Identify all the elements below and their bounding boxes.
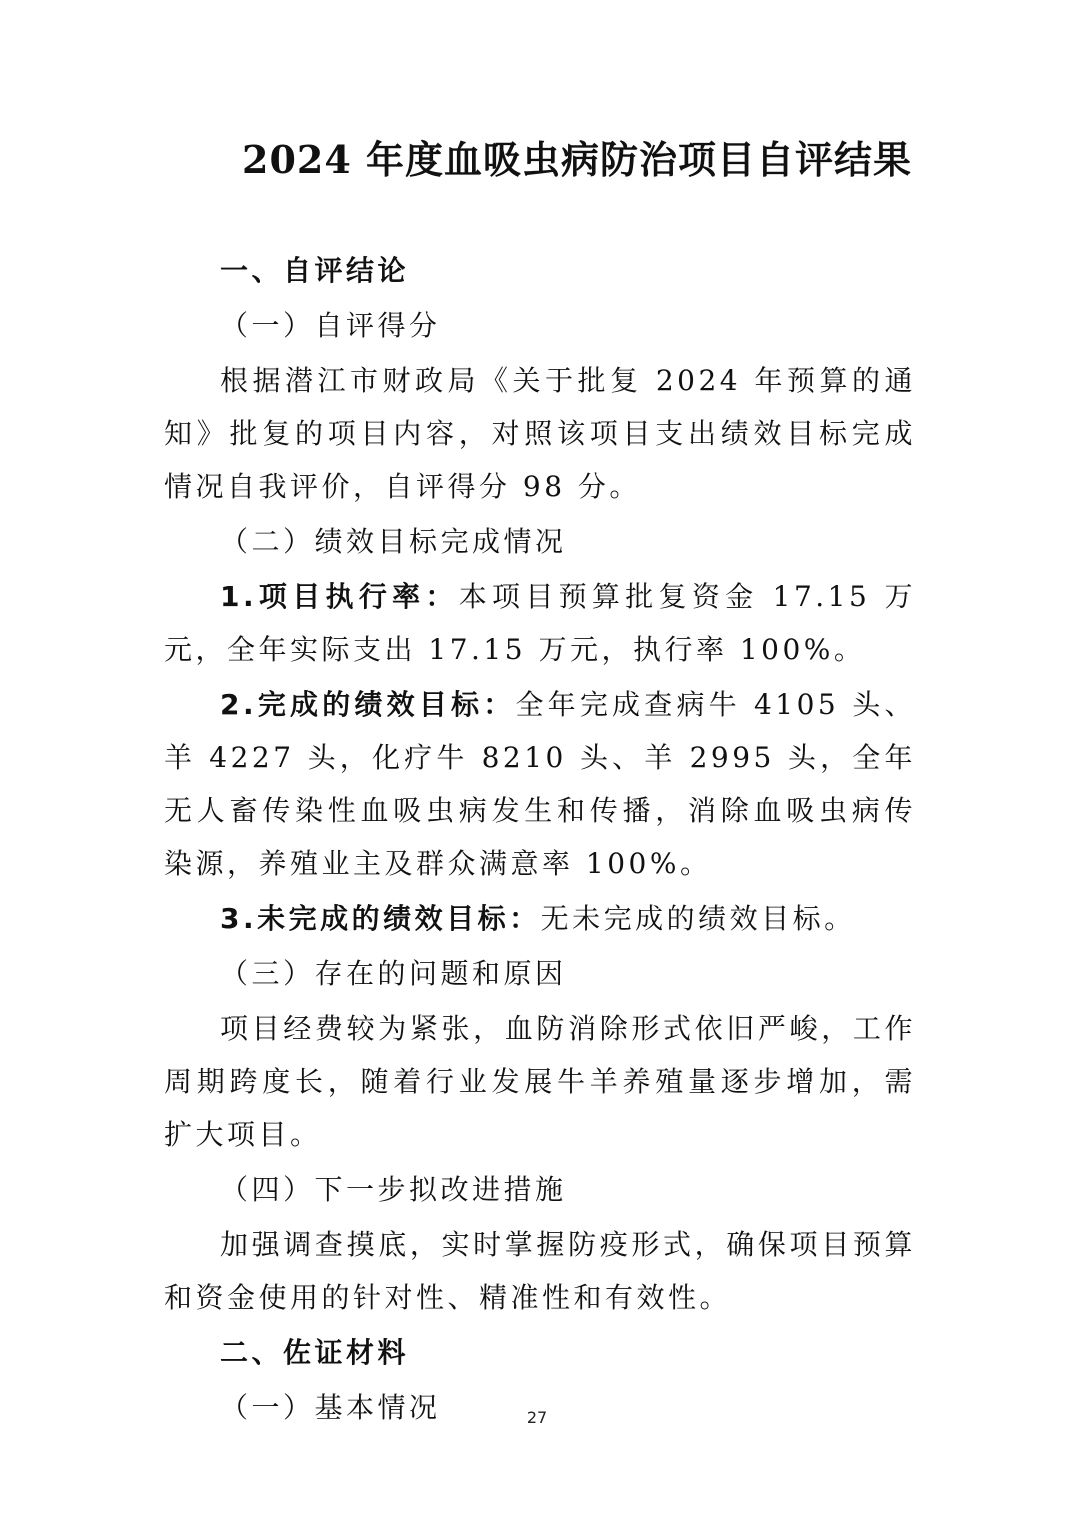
- item-label-uncompleted-goals: 3.未完成的绩效目标：: [220, 902, 541, 935]
- document-body: [164, 244, 916, 1436]
- item-text-execution-rate: 本项目预算批复资金 17.15 万元，全年实际支出 17.15 万元，执行率 100%。: [164, 580, 916, 666]
- paragraph-improvements: 加强调查摸底，实时掌握防疫形式，确保项目预算和资金使用的针对性、精准性和有效性。: [164, 1228, 916, 1314]
- document-title: 2024 年度血吸虫病防治项目自评结果: [242, 137, 912, 182]
- subsection-heading-score: （一）自评得分: [220, 309, 441, 342]
- paragraph-score: 根据潜江市财政局《关于批复 2024 年预算的通知》批复的项目内容，对照该项目支出绩效目标完成情况自我评价，自评得分 98 分。: [164, 364, 916, 503]
- subsection-heading-basic-info: （一）基本情况: [220, 1391, 441, 1424]
- section-heading-conclusion: 一、自评结论: [220, 254, 410, 287]
- paragraph-completed-goals: [164, 678, 916, 890]
- page-number: 27: [526, 1408, 548, 1427]
- subsection-heading-improvements: （四）下一步拟改进措施: [220, 1173, 567, 1206]
- paragraph-problems: 项目经费较为紧张，血防消除形式依旧严峻，工作周期跨度长，随着行业发展牛羊养殖量逐步增加，需扩大项目。: [164, 1012, 916, 1151]
- paragraph-uncompleted-goals: [164, 892, 916, 945]
- subsection-heading-goals: （二）绩效目标完成情况: [220, 525, 567, 558]
- paragraph-execution-rate: [164, 570, 916, 676]
- section-heading-evidence: 二、佐证材料: [220, 1336, 410, 1369]
- item-text-uncompleted-goals: 无未完成的绩效目标。: [540, 902, 856, 935]
- subsection-heading-problems: （三）存在的问题和原因: [220, 957, 567, 990]
- item-label-completed-goals: 2.完成的绩效目标：: [220, 688, 516, 721]
- item-label-execution-rate: 1.项目执行率：: [220, 580, 459, 613]
- item-text-completed-goals: 全年完成查病牛 4105 头、羊 4227 头，化疗牛 8210 头、羊 2995 头，全年无人畜传染性血吸虫病发生和传播，消除血吸虫病传染源，养殖业主及群众满意率 100%。: [164, 688, 917, 880]
